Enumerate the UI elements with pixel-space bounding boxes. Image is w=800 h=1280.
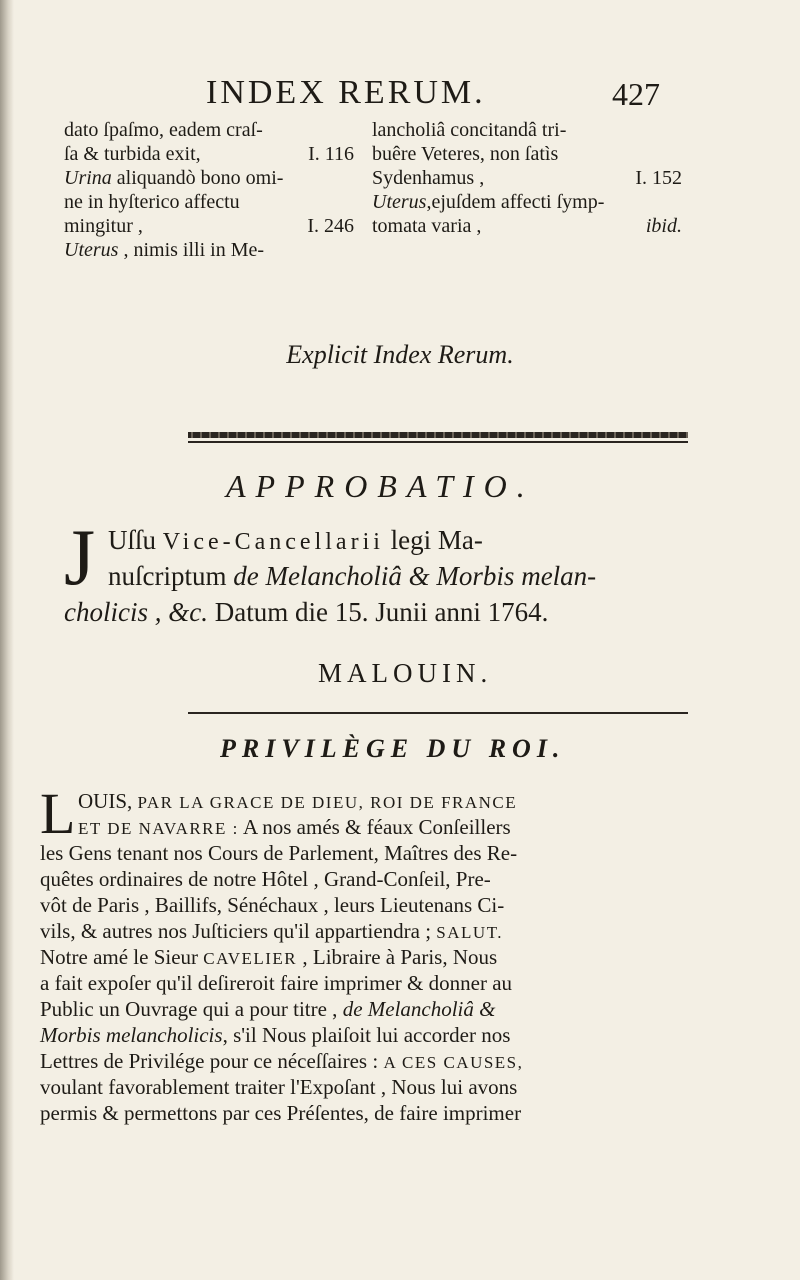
text-line: Public un Ouvrage qui a pour titre , de Melancholiâ & <box>40 997 496 1021</box>
index-entry-word: Urina <box>64 167 112 189</box>
text-line: Morbis melancholicis, s'il Nous plaiſoit lui accorder nos <box>40 1023 511 1047</box>
text-line: quêtes ordinaires de notre Hôtel , Grand-Conſeil, Pre- <box>40 867 491 891</box>
text-line: cholicis , &c. Datum die 15. Junii anni 1764. <box>64 597 549 627</box>
text-line: Notre amé le Sieur CAVELIER , Libraire à Paris, Nous <box>40 945 498 969</box>
index-line: Uterus , nimis illi in Me- <box>64 239 265 261</box>
index-line: ne in hyſterico affectu <box>64 191 240 213</box>
index-column-left <box>64 118 354 262</box>
text-line: vils, & autres nos Juſticiers qu'il appartiendra ; SALUT. <box>40 919 504 943</box>
text-line: a fait expoſer qu'il deſireroit faire imprimer & donner au <box>40 971 513 995</box>
approbation-signature: MALOUIN. <box>318 658 493 688</box>
index-line: buêre Veteres, non ſatìs <box>372 143 559 165</box>
index-line: tomata varia , ibid. <box>372 215 682 237</box>
index-column-right <box>372 118 682 238</box>
text-line: Uſſu Vice-Cancellarii legi Ma- <box>108 525 483 555</box>
index-entry-word: Uterus <box>64 239 119 261</box>
index-line: Urina aliquandò bono omi- <box>64 167 284 189</box>
privilege-heading: PRIVILÈGE DU ROI. <box>220 734 566 763</box>
page-number: 427 <box>612 76 660 112</box>
index-line: Sydenhamus , I. 152 <box>372 167 682 189</box>
index-entry-word: Uterus <box>372 191 427 213</box>
ornamental-rule <box>188 432 688 438</box>
index-line: Uterus,ejuſdem affecti ſymp- <box>372 191 605 213</box>
text-line: Lettres de Privilége pour ce néceſſaires : A CES CAUSES, <box>40 1049 524 1073</box>
index-line: lancholiâ concitandâ tri- <box>372 119 567 141</box>
drop-cap: J <box>64 514 96 602</box>
divider-rule <box>188 441 688 443</box>
drop-cap: L <box>40 781 76 846</box>
page-gutter-shadow <box>0 0 14 1280</box>
page-header <box>200 74 800 118</box>
text-line: OUIS, PAR LA GRACE DE DIEU, ROI DE FRANCE <box>78 789 518 813</box>
running-head: INDEX RERUM. <box>206 74 486 111</box>
index-line: ſa & turbida exit, I. 116 <box>64 143 354 165</box>
index-line: mingitur , I. 246 <box>64 215 354 237</box>
approbatio-heading: APPROBATIO. <box>226 468 535 504</box>
text-line: les Gens tenant nos Cours de Parlement, Maîtres des Re- <box>40 841 518 865</box>
text-line: nuſcriptum de Melancholiâ & Morbis melan- <box>108 561 597 591</box>
text-line: ET DE NAVARRE : A nos amés & féaux Conſeillers <box>78 815 511 839</box>
explicit-line: Explicit Index Rerum. <box>286 340 514 369</box>
text-line: permis & permettons par ces Préſentes, de faire imprimer <box>40 1101 522 1125</box>
text-line: vôt de Paris , Baillifs, Sénéchaux , leurs Lieutenans Ci- <box>40 893 505 917</box>
text-line: voulant favorablement traiter l'Expoſant , Nous lui avons <box>40 1075 518 1099</box>
divider-rule <box>188 712 688 714</box>
index-line: dato ſpaſmo, eadem craſ- <box>64 119 263 141</box>
